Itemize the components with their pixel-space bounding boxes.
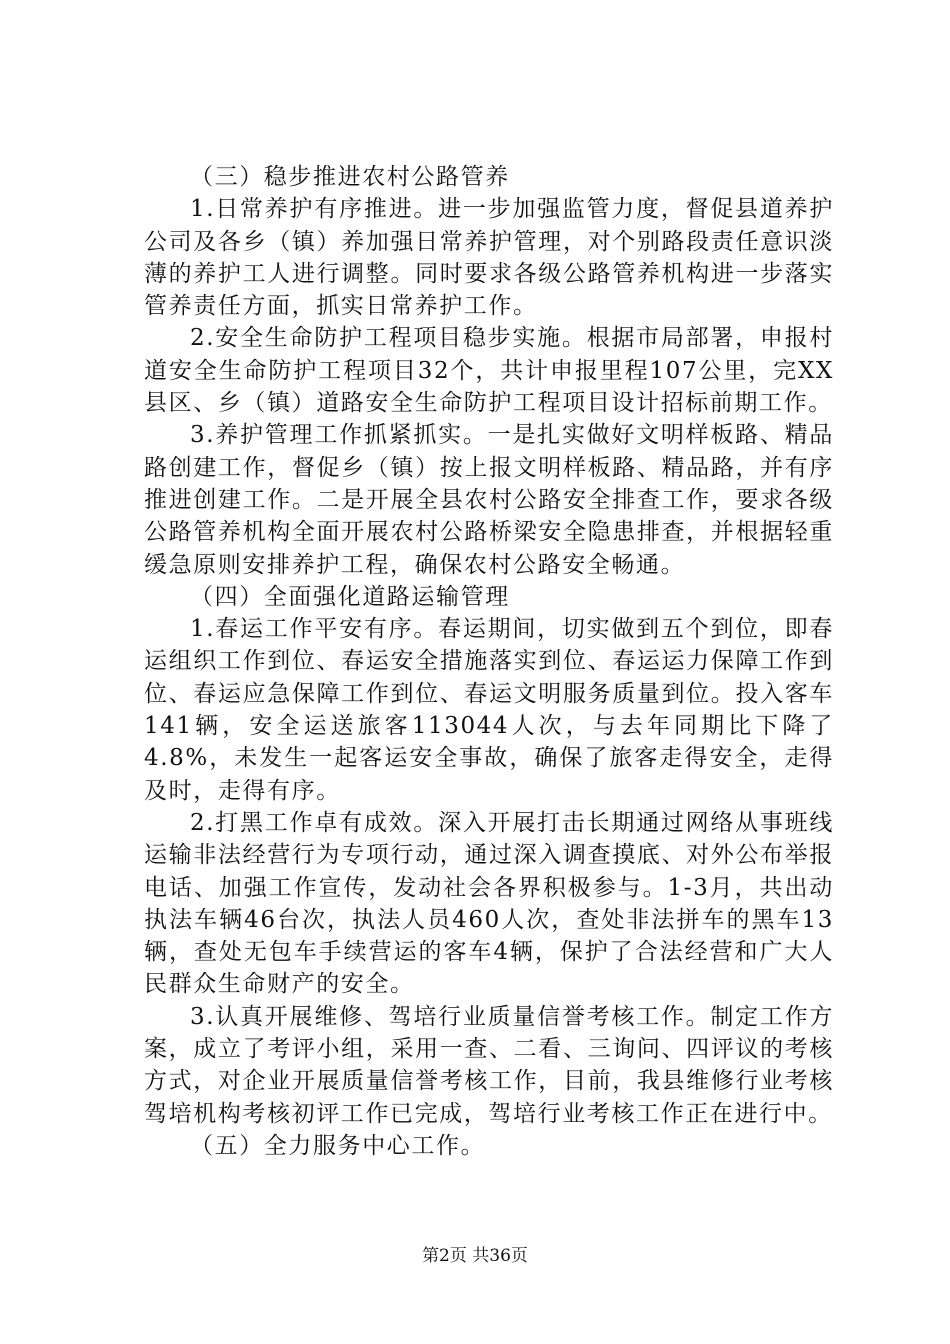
paragraph-3-3: 3.养护管理工作抓紧抓实。一是扎实做好文明样板路、精品路创建工作，督促乡（镇）按上报文明样板路、精品路，并有序推进创建工作。二是开展全县农村公路安全排查工作，要求各级公路管养机构全面开展农村公路桥梁安全隐患排查，并根据轻重缓急原则安排养护工程，确保农村公路安全畅通。 xyxy=(144,422,834,578)
section-heading-4: （四）全面强化道路运输管理 xyxy=(190,583,510,610)
section-heading-3: （三）稳步推进农村公路管养 xyxy=(190,164,510,190)
paragraph-4-1: 1.春运工作平安有序。春运期间，切实做到五个到位，即春运组织工作到位、春运安全措施落实到位、春运运力保障工作到位、春运应急保障工作到位、春运文明服务质量到位。投入客车141辆，安全运送旅客113044人次，与去年同期比下降了4.8%，未发生一起客运安全事故，确保了旅客走得安全，走得及时，走得有序。 xyxy=(144,616,834,804)
paragraph-3-2: 2.安全生命防护工程项目稳步实施。根据市局部署，申报村道安全生命防护工程项目32个，共计申报里程107公里，完XX县区、乡（镇）道路安全生命防护工程项目设计招标前期工作。 xyxy=(144,325,834,417)
paragraph-4-2: 2.打黑工作卓有成效。深入开展打击长期通过网络从事班线运输非法经营行为专项行动，通过深入调查摸底、对外公布举报电话、加强工作宣传，发动社会各界积极参与。1-3月，共出动执法车辆46台次，执法人员460人次，查处非法拼车的黑车13辆，查处无包车手续营运的客车4辆，保护了合法经营和广大人民群众生命财产的安全。 xyxy=(144,809,834,998)
paragraph-3-1: 1.日常养护有序推进。进一步加强监管力度，督促县道养护公司及各乡（镇）养加强日常养护管理，对个别路段责任意识淡薄的养护工人进行调整。同时要求各级公路管养机构进一步落实管养责任方面，抓实日常养护工作。 xyxy=(144,196,834,320)
paragraph-4-3: 3.认真开展维修、驾培行业质量信誉考核工作。制定工作方案，成立了考评小组，采用一查、二看、三询问、四评议的考核方式，对企业开展质量信誉考核工作，目前，我县维修行业考核驾培机构考核初评工作已完成，驾培行业考核工作正在进行中。 xyxy=(144,1003,834,1127)
page-footer: 第2页 共36页 xyxy=(422,1246,528,1266)
document-body xyxy=(144,161,834,1162)
section-heading-5: （五）全力服务中心工作。 xyxy=(190,1132,486,1159)
